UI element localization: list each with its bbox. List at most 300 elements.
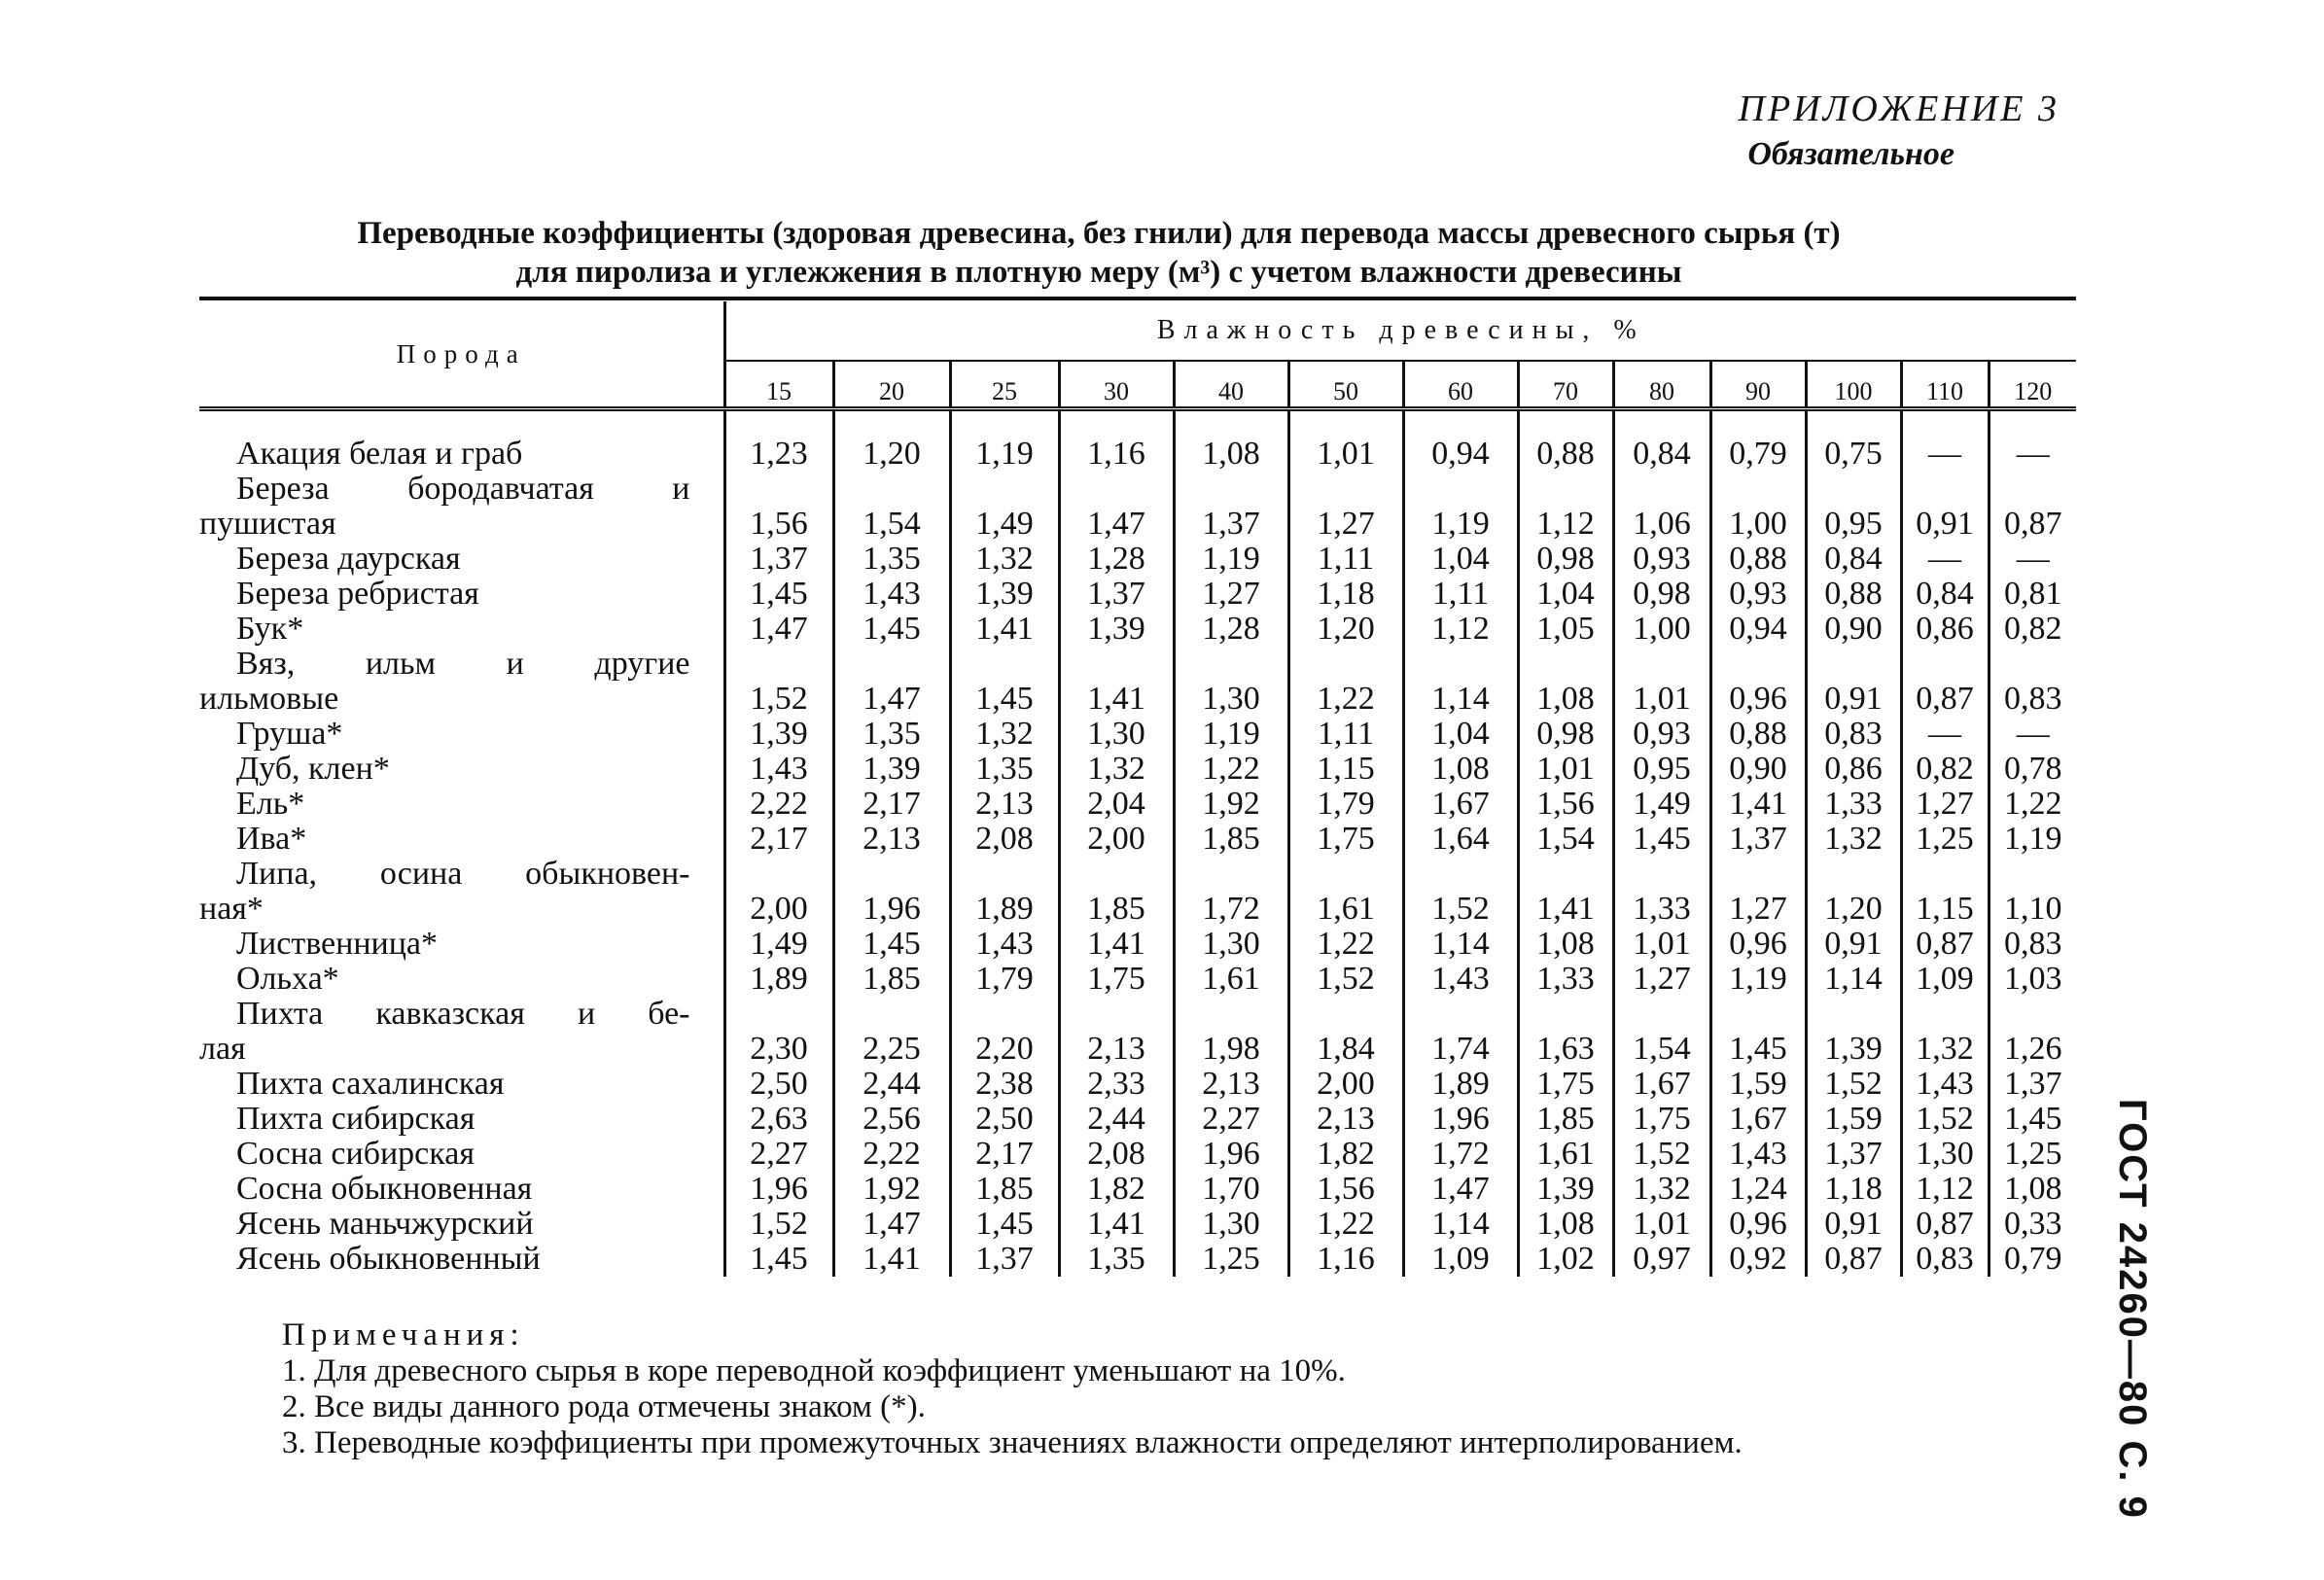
coefficient-cell: 1,41 xyxy=(1518,857,1613,927)
coefficient-cell: 0,84 xyxy=(1901,577,1989,612)
coefficient-cell: 2,08 xyxy=(1059,1137,1174,1172)
coefficient-cell: 1,30 xyxy=(1174,1207,1288,1242)
coefficient-cell: 1,47 xyxy=(833,647,950,717)
coefficient-cell: 1,45 xyxy=(1613,822,1710,857)
coefficient-cell: 1,33 xyxy=(1613,857,1710,927)
table-row xyxy=(199,717,2076,752)
coefficient-cell: 2,22 xyxy=(833,1137,950,1172)
coefficient-cell: 0,84 xyxy=(1806,542,1901,577)
coefficient-cell: 1,52 xyxy=(750,681,808,717)
coefficient-cell: 1,28 xyxy=(1059,542,1174,577)
coefficient-cell: 1,75 xyxy=(1518,1067,1613,1102)
coefficient-cell: 1,45 xyxy=(950,647,1059,717)
coefficient-cell: 1,37 xyxy=(1174,472,1288,542)
coefficient-cell: 1,96 xyxy=(833,857,950,927)
header-moisture-col: 25 xyxy=(950,361,1059,409)
coefficient-cell: 1,20 xyxy=(833,437,950,472)
coefficient-cell: 1,64 xyxy=(1403,822,1518,857)
coefficient-cell: 2,44 xyxy=(1059,1102,1174,1137)
coefficient-cell: 1,37 xyxy=(1806,1137,1901,1172)
table-row xyxy=(199,437,2076,472)
header-moisture-col: 70 xyxy=(1518,361,1613,409)
coefficient-cell: 0,91 xyxy=(1901,472,1989,542)
coefficient-cell: 1,41 xyxy=(1059,647,1174,717)
coefficient-cell: 1,70 xyxy=(1174,1172,1288,1207)
coefficient-cell: 0,98 xyxy=(1518,717,1613,752)
coefficient-cell: 0,79 xyxy=(1710,437,1806,472)
coefficient-cell: 1,30 xyxy=(1174,927,1288,962)
coefficient-cell: 1,45 xyxy=(750,576,808,612)
coefficient-cell: 1,82 xyxy=(1288,1137,1403,1172)
coefficient-cell: 1,22 xyxy=(1288,647,1403,717)
coefficient-cell: 1,45 xyxy=(950,1207,1059,1242)
species-cell xyxy=(199,927,724,962)
species-cell xyxy=(199,822,724,857)
notes-heading: Примечания: xyxy=(282,1317,525,1352)
coefficient-cell: 1,79 xyxy=(950,962,1059,997)
coefficient-cell: 1,37 xyxy=(1989,1067,2076,1102)
coefficient-cell: 2,17 xyxy=(750,821,808,857)
coefficient-cell: 1,45 xyxy=(1989,1102,2076,1137)
coefficient-cell: 1,96 xyxy=(1403,1102,1518,1137)
coefficient-cell: 1,63 xyxy=(1518,997,1613,1067)
coefficient-cell: — xyxy=(1901,542,1989,577)
coefficient-cell: 1,52 xyxy=(1901,1102,1989,1137)
coefficient-cell: 1,45 xyxy=(833,927,950,962)
coefficient-cell: 1,06 xyxy=(1613,472,1710,542)
coefficient-cell: 1,25 xyxy=(1174,1242,1288,1277)
note-item: 3. Переводные коэффициенты при промежуточных значениях влажности определяют интерполированием. xyxy=(282,1425,1743,1460)
coefficient-cell: 1,32 xyxy=(1901,997,1989,1067)
coefficient-cell: 1,19 xyxy=(1989,822,2076,857)
coefficient-cell: 1,39 xyxy=(1806,997,1901,1067)
species-name-line: Пихта кавказская и бе- xyxy=(236,996,690,1032)
header-moisture-col: 90 xyxy=(1710,361,1806,409)
coefficient-cell: 2,13 xyxy=(1288,1102,1403,1137)
coefficient-cell: 1,08 xyxy=(1518,647,1613,717)
coefficient-cell: 1,41 xyxy=(1059,1207,1174,1242)
coefficient-cell: 1,92 xyxy=(1174,787,1288,822)
coefficient-cell: 1,52 xyxy=(1403,857,1518,927)
coefficient-cell: 1,37 xyxy=(750,541,808,577)
coefficient-cell: 1,56 xyxy=(750,506,808,542)
coefficient-cell: 0,91 xyxy=(1806,927,1901,962)
coefficient-cell: 0,83 xyxy=(1901,1242,1989,1277)
table-row xyxy=(199,612,2076,647)
coefficient-cell: 1,32 xyxy=(950,542,1059,577)
coefficient-cell: 1,32 xyxy=(1806,822,1901,857)
coefficient-cell: 2,27 xyxy=(750,1136,808,1172)
coefficient-cell: 1,75 xyxy=(1613,1102,1710,1137)
coefficient-cell: 1,14 xyxy=(1403,1207,1518,1242)
coefficient-cell: 1,02 xyxy=(1518,1242,1613,1277)
species-name-line: пушистая xyxy=(199,506,336,542)
species-cell xyxy=(199,1172,724,1207)
species-name-line: Лиственница* xyxy=(236,926,439,962)
coefficient-cell: 1,08 xyxy=(1518,927,1613,962)
coefficient-cell: 0,98 xyxy=(1518,542,1613,577)
species-cell xyxy=(199,1067,724,1102)
coefficient-cell: 1,54 xyxy=(1518,822,1613,857)
coefficient-cell: 1,08 xyxy=(1174,437,1288,472)
species-cell xyxy=(199,857,724,927)
species-cell xyxy=(199,647,724,717)
table-row xyxy=(199,1242,2076,1277)
coefficient-cell: 0,96 xyxy=(1710,647,1806,717)
coefficient-cell: 0,91 xyxy=(1806,647,1901,717)
species-name-line: Липа, осина обыкновен- xyxy=(236,856,690,892)
coefficient-cell: 0,92 xyxy=(1710,1242,1806,1277)
coefficient-cell: 1,19 xyxy=(1174,542,1288,577)
coefficient-cell: 1,35 xyxy=(950,752,1059,787)
coefficient-cell: 0,90 xyxy=(1710,752,1806,787)
coefficient-cell: 0,83 xyxy=(1989,927,2076,962)
coefficient-cell: 2,22 xyxy=(750,786,808,822)
coefficient-cell: 2,27 xyxy=(1174,1102,1288,1137)
coefficient-cell: 1,01 xyxy=(1613,927,1710,962)
coefficient-cell: 1,37 xyxy=(1059,577,1174,612)
coefficient-cell: 0,83 xyxy=(1989,647,2076,717)
coefficients-table xyxy=(199,301,2076,1277)
species-name-line: Пихта сахалинская xyxy=(236,1066,505,1102)
table-row xyxy=(199,822,2076,857)
coefficient-cell: 0,95 xyxy=(1613,752,1710,787)
species-name-line: Вяз, ильм и другие xyxy=(236,646,690,682)
coefficient-cell: 2,13 xyxy=(833,822,950,857)
coefficient-cell: 1,32 xyxy=(1059,752,1174,787)
coefficient-cell: 1,89 xyxy=(1403,1067,1518,1102)
coefficient-cell: 0,83 xyxy=(1806,717,1901,752)
coefficient-cell: 1,19 xyxy=(1174,717,1288,752)
coefficient-cell: 1,52 xyxy=(1288,962,1403,997)
header-moisture-col: 20 xyxy=(833,361,950,409)
coefficient-cell: 1,85 xyxy=(1518,1102,1613,1137)
table-row xyxy=(199,1172,2076,1207)
coefficient-cell: 1,27 xyxy=(1901,787,1989,822)
coefficient-cell: 1,26 xyxy=(1989,997,2076,1067)
coefficient-cell: 1,39 xyxy=(1059,612,1174,647)
coefficient-cell: 0,87 xyxy=(1989,472,2076,542)
table-row xyxy=(199,647,2076,717)
coefficient-cell: 1,20 xyxy=(1806,857,1901,927)
species-cell xyxy=(199,787,724,822)
coefficient-cell: 1,59 xyxy=(1806,1102,1901,1137)
coefficient-cell: 1,43 xyxy=(1710,1137,1806,1172)
coefficient-cell: 1,00 xyxy=(1613,612,1710,647)
species-cell xyxy=(199,997,724,1067)
header-moisture-col: 60 xyxy=(1403,361,1518,409)
coefficient-cell: 0,82 xyxy=(1901,752,1989,787)
species-cell xyxy=(199,612,724,647)
coefficient-cell: 1,84 xyxy=(1288,997,1403,1067)
coefficient-cell: 2,00 xyxy=(1288,1067,1403,1102)
species-name-line: Бук* xyxy=(236,611,304,647)
coefficient-cell: 1,27 xyxy=(1288,472,1403,542)
coefficient-cell: 1,41 xyxy=(950,612,1059,647)
coefficient-cell: 1,23 xyxy=(750,436,808,472)
coefficient-cell: 0,86 xyxy=(1806,752,1901,787)
coefficient-cell: 1,37 xyxy=(1710,822,1806,857)
coefficient-cell: 1,08 xyxy=(1403,752,1518,787)
table-row xyxy=(199,962,2076,997)
table-row xyxy=(199,927,2076,962)
coefficient-cell: 1,09 xyxy=(1901,962,1989,997)
coefficient-cell: 1,72 xyxy=(1403,1137,1518,1172)
species-cell xyxy=(199,1137,724,1172)
coefficient-cell: — xyxy=(1989,437,2076,472)
coefficient-cell: 1,43 xyxy=(833,577,950,612)
species-name-line: Дуб, клен* xyxy=(236,751,390,787)
species-name-line: Береза бородавчатая и xyxy=(236,471,690,507)
coefficient-cell: 1,04 xyxy=(1403,717,1518,752)
coefficient-cell: 1,22 xyxy=(1288,1207,1403,1242)
coefficient-cell: 1,75 xyxy=(1059,962,1174,997)
coefficient-cell: 0,78 xyxy=(1989,752,2076,787)
appendix-subtitle: Обязательное xyxy=(1747,136,1954,172)
coefficient-cell: 1,52 xyxy=(1806,1067,1901,1102)
coefficient-cell: 1,43 xyxy=(750,751,808,787)
coefficient-cell: 0,96 xyxy=(1710,1207,1806,1242)
coefficient-cell: 1,16 xyxy=(1059,437,1174,472)
coefficient-cell: 1,39 xyxy=(1518,1172,1613,1207)
coefficient-cell: 0,84 xyxy=(1613,437,1710,472)
coefficient-cell: 2,08 xyxy=(950,822,1059,857)
species-name-line: Ясень обыкновенный xyxy=(236,1241,541,1277)
coefficient-cell: 1,45 xyxy=(750,1241,808,1277)
coefficient-cell: 1,96 xyxy=(1174,1137,1288,1172)
coefficient-cell: 1,89 xyxy=(750,961,808,997)
table-body xyxy=(199,409,2076,1278)
coefficient-cell: 1,45 xyxy=(1710,997,1806,1067)
species-name-line: ная* xyxy=(199,891,264,927)
coefficient-cell: 1,24 xyxy=(1710,1172,1806,1207)
header-moisture-col: 15 xyxy=(724,361,833,409)
notes xyxy=(282,1317,1743,1461)
coefficient-cell: 2,25 xyxy=(833,997,950,1067)
coefficient-cell: 0,97 xyxy=(1613,1242,1710,1277)
coefficient-cell: — xyxy=(1989,717,2076,752)
species-name-line: Ольха* xyxy=(236,961,339,997)
coefficient-cell: 1,47 xyxy=(1403,1172,1518,1207)
coefficient-cell: 1,59 xyxy=(1710,1067,1806,1102)
coefficient-cell: 1,85 xyxy=(1059,857,1174,927)
coefficient-cell: 0,87 xyxy=(1901,1207,1989,1242)
table-row xyxy=(199,577,2076,612)
species-name-line: Береза ребристая xyxy=(236,576,479,612)
coefficient-cell: 1,32 xyxy=(950,717,1059,752)
coefficient-cell: — xyxy=(1901,437,1989,472)
header-species: Порода xyxy=(199,301,724,409)
coefficient-cell: 0,88 xyxy=(1710,717,1806,752)
header-moisture-col: 50 xyxy=(1288,361,1403,409)
coefficient-cell: 1,30 xyxy=(1901,1137,1989,1172)
coefficient-cell: 1,04 xyxy=(1403,542,1518,577)
coefficient-cell: 1,43 xyxy=(950,927,1059,962)
coefficient-cell: 2,00 xyxy=(1059,822,1174,857)
coefficient-cell: 1,22 xyxy=(1174,752,1288,787)
coefficient-cell: 1,47 xyxy=(1059,472,1174,542)
coefficient-cell: 0,93 xyxy=(1613,542,1710,577)
coefficient-cell: 1,67 xyxy=(1710,1102,1806,1137)
coefficient-cell: 0,94 xyxy=(1403,437,1518,472)
document-title-line-2: для пиролиза и углежжения в плотную меру (м³) с учетом влажности древесины xyxy=(515,255,1682,290)
coefficient-cell: 1,11 xyxy=(1288,542,1403,577)
document-title-line-1: Переводные коэффициенты (здоровая древесина, без гнили) для перевода массы древесного сырья (т) xyxy=(357,216,1841,251)
table-row xyxy=(199,997,2076,1067)
species-name-line: Груша* xyxy=(236,716,343,752)
header-moisture-col: 120 xyxy=(1989,361,2076,409)
coefficient-cell: 1,15 xyxy=(1288,752,1403,787)
species-cell xyxy=(199,542,724,577)
coefficient-cell: 1,27 xyxy=(1174,577,1288,612)
table-row xyxy=(199,1067,2076,1102)
coefficient-cell: 1,30 xyxy=(1059,717,1174,752)
species-name-line: Сосна обыкновенная xyxy=(236,1171,533,1207)
table-row xyxy=(199,472,2076,542)
coefficient-cell: 1,25 xyxy=(1989,1137,2076,1172)
coefficient-cell: 1,30 xyxy=(1174,647,1288,717)
species-cell xyxy=(199,1207,724,1242)
coefficient-cell: 1,54 xyxy=(1613,997,1710,1067)
coefficient-cell: 1,32 xyxy=(1613,1172,1710,1207)
species-cell xyxy=(199,1102,724,1137)
coefficient-cell: 1,41 xyxy=(1710,787,1806,822)
species-name-line: Береза даурская xyxy=(236,541,461,577)
coefficient-cell: 1,49 xyxy=(950,472,1059,542)
coefficient-cell: 1,43 xyxy=(1403,962,1518,997)
coefficient-cell: 1,04 xyxy=(1518,577,1613,612)
species-cell xyxy=(199,472,724,542)
coefficient-cell: 1,49 xyxy=(750,926,808,962)
coefficient-cell: 1,79 xyxy=(1288,787,1403,822)
coefficient-cell: 1,28 xyxy=(1174,612,1288,647)
coefficient-cell: 1,12 xyxy=(1518,472,1613,542)
species-cell xyxy=(199,962,724,997)
table-row xyxy=(199,1137,2076,1172)
coefficient-cell: 1,41 xyxy=(1059,927,1174,962)
coefficient-cell: 1,96 xyxy=(750,1171,808,1207)
coefficient-cell: 1,49 xyxy=(1613,787,1710,822)
species-cell xyxy=(199,1242,724,1277)
coefficient-cell: 0,98 xyxy=(1613,577,1710,612)
coefficient-cell: 1,98 xyxy=(1174,997,1288,1067)
coefficient-cell: 0,95 xyxy=(1806,472,1901,542)
coefficient-cell: 1,14 xyxy=(1403,647,1518,717)
coefficient-cell: 1,45 xyxy=(833,612,950,647)
table-row xyxy=(199,752,2076,787)
coefficient-cell: 0,93 xyxy=(1613,717,1710,752)
header-moisture: Влажность древесины, % xyxy=(724,301,2076,361)
coefficient-cell: 2,38 xyxy=(950,1067,1059,1102)
coefficient-cell: 1,85 xyxy=(833,962,950,997)
coefficient-cell: 1,33 xyxy=(1518,962,1613,997)
document-title xyxy=(194,214,2003,292)
species-cell xyxy=(199,717,724,752)
coefficient-cell: 1,39 xyxy=(833,752,950,787)
species-name-line: Ель* xyxy=(236,786,305,822)
coefficient-cell: 1,19 xyxy=(950,437,1059,472)
coefficient-cell: 1,39 xyxy=(750,716,808,752)
coefficient-cell: 1,01 xyxy=(1613,1207,1710,1242)
coefficient-cell: 2,33 xyxy=(1059,1067,1174,1102)
coefficient-cell: 1,39 xyxy=(950,577,1059,612)
coefficient-cell: 1,19 xyxy=(1710,962,1806,997)
coefficient-cell: 1,61 xyxy=(1288,857,1403,927)
coefficient-cell: 1,61 xyxy=(1174,962,1288,997)
coefficient-cell: 1,19 xyxy=(1403,472,1518,542)
coefficient-cell: 2,30 xyxy=(750,1031,808,1067)
coefficient-cell: 0,33 xyxy=(1989,1207,2076,1242)
coefficient-cell: 1,11 xyxy=(1403,577,1518,612)
coefficient-cell: 0,87 xyxy=(1901,647,1989,717)
table-row xyxy=(199,542,2076,577)
coefficient-cell: 2,13 xyxy=(1174,1067,1288,1102)
species-name-line: лая xyxy=(199,1031,246,1067)
coefficient-cell: 1,52 xyxy=(1613,1137,1710,1172)
coefficient-cell: 1,43 xyxy=(1901,1067,1989,1102)
coefficient-cell: 1,11 xyxy=(1288,717,1403,752)
side-standard-label: ГОСТ 24260—80 С. 9 xyxy=(2111,1099,2154,1520)
coefficient-cell: 1,18 xyxy=(1806,1172,1901,1207)
coefficient-cell: 0,93 xyxy=(1710,577,1806,612)
species-cell xyxy=(199,437,724,472)
coefficient-cell: 1,85 xyxy=(1174,822,1288,857)
table-row xyxy=(199,1102,2076,1137)
coefficient-cell: — xyxy=(1901,717,1989,752)
coefficient-cell: 0,88 xyxy=(1806,577,1901,612)
coefficient-cell: 0,88 xyxy=(1518,437,1613,472)
coefficient-cell: 1,15 xyxy=(1901,857,1989,927)
species-name-line: Акация белая и граб xyxy=(236,436,523,472)
coefficient-cell: 1,10 xyxy=(1989,857,2076,927)
coefficient-cell: 1,92 xyxy=(833,1172,950,1207)
coefficient-cell: 1,35 xyxy=(833,717,950,752)
coefficient-cell: 2,13 xyxy=(950,787,1059,822)
coefficient-cell: 0,91 xyxy=(1806,1207,1901,1242)
header-moisture-col: 80 xyxy=(1613,361,1710,409)
coefficient-cell: 1,16 xyxy=(1288,1242,1403,1277)
coefficient-cell: 1,67 xyxy=(1613,1067,1710,1102)
coefficient-cell: 0,94 xyxy=(1710,612,1806,647)
coefficient-cell: 2,44 xyxy=(833,1067,950,1102)
coefficient-cell: 1,41 xyxy=(833,1242,950,1277)
coefficient-cell: 1,37 xyxy=(950,1242,1059,1277)
coefficient-cell: 1,03 xyxy=(1989,962,2076,997)
header-moisture-col: 110 xyxy=(1901,361,1989,409)
coefficient-cell: 2,00 xyxy=(750,891,808,927)
coefficient-cell: 1,54 xyxy=(833,472,950,542)
coefficient-cell: 1,20 xyxy=(1288,612,1403,647)
coefficient-cell: 1,08 xyxy=(1989,1172,2076,1207)
coefficient-cell: 1,09 xyxy=(1403,1242,1518,1277)
table-row xyxy=(199,1207,2076,1242)
coefficient-cell: 1,47 xyxy=(833,1207,950,1242)
coefficient-cell: 1,56 xyxy=(1518,787,1613,822)
coefficient-cell: 1,35 xyxy=(1059,1242,1174,1277)
coefficient-cell: 1,27 xyxy=(1613,962,1710,997)
coefficient-cell: 1,75 xyxy=(1288,822,1403,857)
coefficient-cell: 2,04 xyxy=(1059,787,1174,822)
coefficient-cell: 2,63 xyxy=(750,1101,808,1137)
coefficient-cell: 1,27 xyxy=(1710,857,1806,927)
coefficient-cell: 2,56 xyxy=(833,1102,950,1137)
coefficient-cell: 0,75 xyxy=(1806,437,1901,472)
coefficient-cell: — xyxy=(1989,542,2076,577)
table-top-rule xyxy=(199,297,2076,300)
coefficient-cell: 1,08 xyxy=(1518,1207,1613,1242)
coefficient-cell: 2,17 xyxy=(950,1137,1059,1172)
header-moisture-col: 100 xyxy=(1806,361,1901,409)
